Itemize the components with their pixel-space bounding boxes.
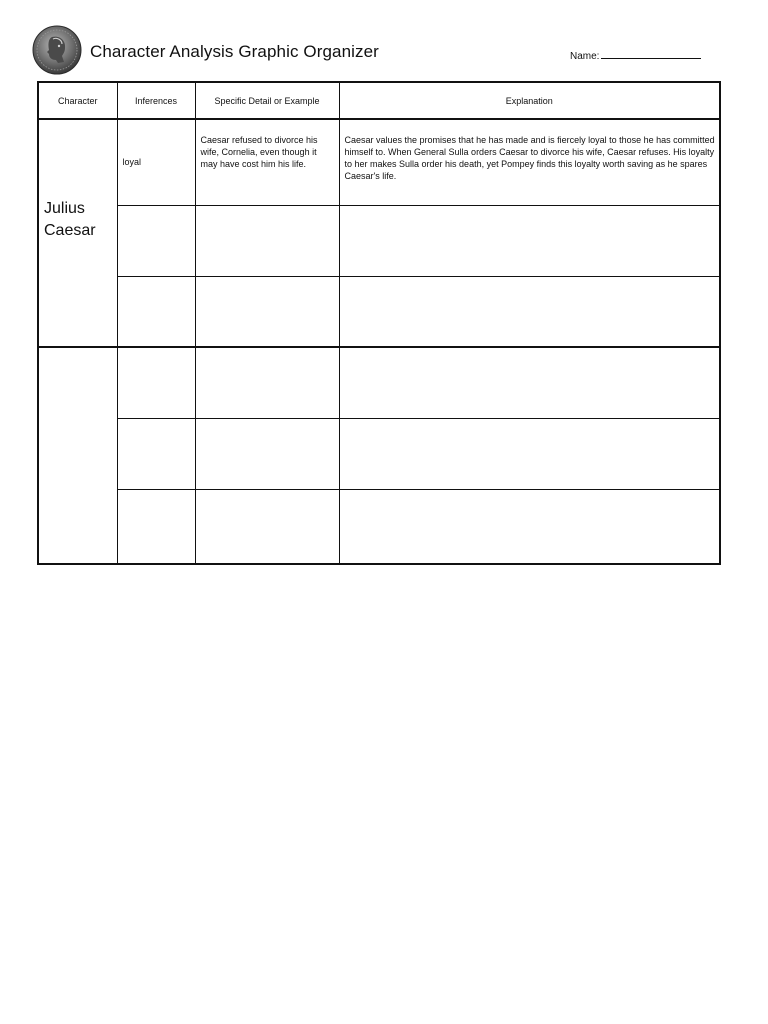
detail-cell[interactable] (195, 276, 339, 347)
explanation-cell[interactable] (339, 119, 720, 205)
detail-text (196, 277, 339, 291)
explanation-text: Caesar values the promises that he has made and is fiercely loyal to those he has committed himself to. When General Sulla orders Caesar to divorce his wife, Caesar refuses. His loyalty to her makes Sulla order his death, yet Pompey finds this loyalty worth saving as he spares Caesar's life. (344, 135, 715, 181)
detail-cell[interactable] (195, 418, 339, 489)
detail-cell[interactable] (195, 205, 339, 276)
detail-cell[interactable] (195, 489, 339, 564)
inference-cell[interactable] (117, 489, 195, 564)
detail-cell[interactable] (195, 347, 339, 418)
character-cell[interactable] (38, 347, 117, 564)
explanation-text (340, 206, 720, 220)
table-row (38, 347, 720, 418)
explanation-cell[interactable] (339, 418, 720, 489)
table-row (38, 119, 720, 205)
detail-text (196, 206, 339, 220)
table-row (38, 205, 720, 276)
explanation-cell[interactable] (339, 205, 720, 276)
table-row (38, 489, 720, 564)
character-name: Julius Caesar (44, 200, 96, 239)
inference-cell[interactable] (117, 276, 195, 347)
name-blank-line[interactable] (601, 49, 701, 59)
explanation-cell[interactable] (339, 276, 720, 347)
explanation-text (340, 348, 720, 362)
explanation-text (340, 277, 720, 291)
explanation-cell[interactable] (339, 347, 720, 418)
table-row (38, 276, 720, 347)
column-header-inferences: Inferences (117, 82, 195, 119)
explanation-text (340, 419, 720, 433)
character-cell[interactable] (38, 119, 117, 347)
inference-text: loyal (122, 157, 142, 167)
detail-text (196, 419, 339, 433)
name-field[interactable] (570, 49, 701, 62)
column-header-explanation: Explanation (339, 82, 720, 119)
page-title: Character Analysis Graphic Organizer (90, 42, 379, 61)
column-header-character: Character (38, 82, 117, 119)
inference-cell[interactable] (117, 347, 195, 418)
detail-text (196, 490, 339, 504)
roman-coin-icon (32, 25, 82, 75)
detail-text: Caesar refused to divorce his wife, Cornelia, even though it may have cost him his life. (200, 135, 318, 169)
inference-cell[interactable] (117, 418, 195, 489)
explanation-text (340, 490, 720, 504)
name-label: Name: (570, 51, 600, 62)
inference-cell[interactable] (117, 119, 195, 205)
character-analysis-table (37, 81, 721, 565)
detail-cell[interactable] (195, 119, 339, 205)
detail-text (196, 348, 339, 362)
inference-cell[interactable] (117, 205, 195, 276)
table-header-row (38, 82, 720, 119)
explanation-cell[interactable] (339, 489, 720, 564)
column-header-detail: Specific Detail or Example (195, 82, 339, 119)
table-row (38, 418, 720, 489)
